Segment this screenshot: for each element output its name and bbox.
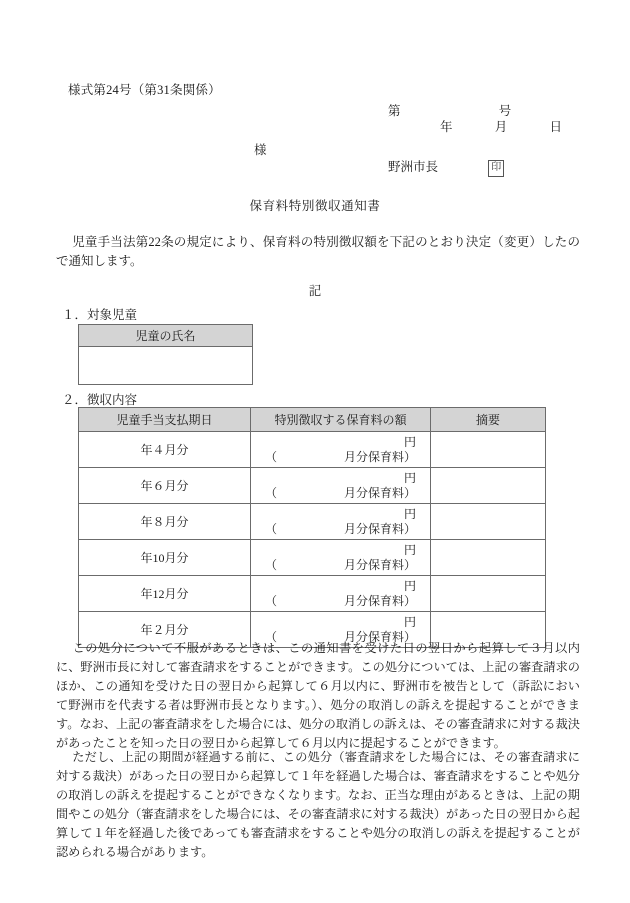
amount-inner — [251, 541, 430, 575]
issuer-line — [388, 157, 504, 177]
amount-yen-label: 円 — [403, 614, 416, 629]
document-number-suffix: 号 — [498, 104, 512, 118]
amount-cell[interactable] — [251, 504, 431, 540]
payment-date-cell: 年12月分 — [79, 576, 251, 612]
amount-subnote — [251, 594, 416, 609]
note-cell[interactable] — [431, 576, 546, 612]
amount-subnote-text: 月分保育料） — [343, 521, 416, 536]
note-cell[interactable] — [431, 432, 546, 468]
collection-details-table — [78, 407, 546, 648]
table-header-row — [79, 325, 253, 347]
note-cell[interactable] — [431, 468, 546, 504]
form-number: 様式第24号（第31条関係） — [68, 83, 221, 97]
appeal-rights-paragraph-2 — [56, 748, 580, 861]
amount-subnote-text: 月分保育料） — [343, 449, 416, 464]
amount-subnote-text: 月分保育料） — [343, 485, 416, 500]
table-row — [79, 432, 546, 468]
amount-yen-label: 円 — [403, 506, 416, 521]
amount-subnote — [251, 522, 416, 537]
appeal-rights-text-1: この処分について不服があるときは、この通知書を受けた日の翌日から起算して３月以内に、野洲市長に対して審査請求をすることができます。この処分については、上記の審査請求のほか、この通知を受けた日の翌日から起算して６月以内に、野洲市を被告として（訴訟において野洲市を代表する者は野洲市長となります。）、処分の取消しの訴えを提起することができます。なお、上記の審査請求をした場合には、処分の取消しの訴えは、その審査請求に対する裁決があったことを知った日の翌日から起算して６月以内に提起することができます。 — [56, 641, 580, 750]
amount-subnote — [251, 450, 416, 465]
section-1-heading: １．対象児童 — [62, 308, 138, 322]
section-2-heading: ２．徴収内容 — [62, 393, 138, 407]
amount-inner — [251, 505, 430, 539]
column-header-payment-date: 児童手当支払期日 — [79, 408, 251, 432]
document-date-line — [440, 117, 562, 135]
amount-inner — [251, 433, 430, 467]
seal-stamp-box: 印 — [488, 160, 504, 177]
table-header-row — [79, 408, 546, 432]
table-row — [79, 540, 546, 576]
payment-date-cell: 年２月分 — [79, 612, 251, 648]
amount-subnote — [251, 558, 416, 573]
table-row — [79, 504, 546, 540]
column-header-note: 摘要 — [431, 408, 546, 432]
document-title: 保育料特別徴収通知書 — [249, 199, 381, 213]
payment-date-cell: 年８月分 — [79, 504, 251, 540]
note-cell[interactable] — [431, 540, 546, 576]
paren-open: （ — [265, 593, 278, 608]
issuer-name: 野洲市長 — [388, 160, 439, 174]
date-day-label: 日 — [549, 120, 563, 134]
table-row — [79, 468, 546, 504]
table-row — [79, 347, 253, 385]
amount-inner — [251, 577, 430, 611]
addressee-honorific: 様 — [254, 143, 267, 157]
amount-yen-label: 円 — [403, 578, 416, 593]
amount-inner — [251, 469, 430, 503]
paren-open: （ — [265, 449, 278, 464]
child-name-table — [78, 324, 253, 385]
intro-text: 児童手当法第22条の規定により、保育料の特別徴収額を下記のとおり決定（変更）したので通知します。 — [56, 235, 580, 269]
amount-cell[interactable] — [251, 468, 431, 504]
amount-cell[interactable] — [251, 432, 431, 468]
appeal-rights-paragraph-1 — [56, 639, 580, 752]
paren-open: （ — [265, 485, 278, 500]
document-number-prefix: 第 — [388, 104, 401, 118]
amount-cell[interactable] — [251, 576, 431, 612]
payment-date-cell: 年４月分 — [79, 432, 251, 468]
paren-open: （ — [265, 521, 278, 536]
amount-yen-label: 円 — [403, 542, 416, 557]
amount-subnote-text: 月分保育料） — [343, 593, 416, 608]
column-header-amount: 特別徴収する保育料の額 — [251, 408, 431, 432]
paren-open: （ — [265, 557, 278, 572]
appeal-rights-text-2: ただし、上記の期間が経過する前に、この処分（審査請求をした場合には、その審査請求に対する裁決）があった日の翌日から起算して１年を経過した場合は、審査請求をすることや処分の取消しの訴えを提起することができなくなります。なお、正当な理由があるときは、上記の期間やこの処分（審査請求をした場合には、その審査請求に対する裁決）があった日の翌日から起算して１年を経過した後であっても審査請求をすることや処分の取消しの訴えを提起することが認められる場合があります。 — [56, 750, 580, 859]
date-year-label: 年 — [440, 120, 453, 134]
amount-yen-label: 円 — [403, 434, 416, 449]
child-name-header: 児童の氏名 — [79, 325, 253, 347]
intro-paragraph — [56, 233, 580, 272]
amount-yen-label: 円 — [403, 470, 416, 485]
child-name-value[interactable] — [79, 347, 253, 385]
amount-subnote-text: 月分保育料） — [343, 557, 416, 572]
ki-marker: 記 — [308, 284, 322, 298]
amount-subnote-text: 月分保育料） — [343, 629, 416, 644]
table-row — [79, 576, 546, 612]
paren-open: （ — [265, 629, 278, 644]
amount-subnote — [251, 486, 416, 501]
date-month-label: 月 — [494, 120, 508, 134]
amount-cell[interactable] — [251, 540, 431, 576]
payment-date-cell: 年10月分 — [79, 540, 251, 576]
payment-date-cell: 年６月分 — [79, 468, 251, 504]
note-cell[interactable] — [431, 504, 546, 540]
